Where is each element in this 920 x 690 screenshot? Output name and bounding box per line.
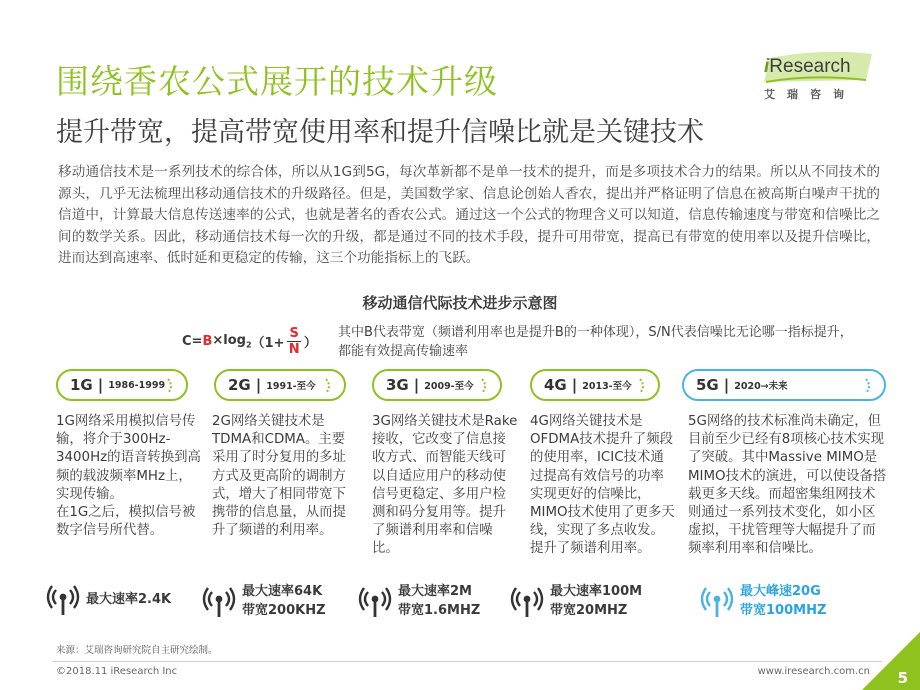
page-subtitle: 提升带宽，提高带宽使用率和提升信噪比就是关键技术: [56, 117, 704, 148]
gen-description-1g: [56, 413, 204, 540]
gen-years: 2009-至今: [424, 381, 474, 392]
website-link[interactable]: www.iresearch.com.cn: [757, 666, 870, 677]
speed-5g: [700, 582, 826, 620]
speed-1g: [46, 582, 171, 616]
diagram-title: 移动通信代际技术进步示意图: [362, 294, 558, 312]
speed-max-rate: 最大速率100M: [550, 584, 643, 599]
formula-s: S: [289, 325, 299, 341]
gen-name: 4G: [544, 376, 567, 394]
footer-divider: [52, 661, 882, 662]
formula-open: （1+: [251, 335, 285, 351]
gen-description-2g: [212, 413, 358, 540]
formula-note: 其中B代表带宽（频谱利用率也是提升B的一种体现），S/N代表信噪比无论哪一指标提升，都能有效提高传输速率: [338, 325, 853, 359]
copyright: ©2018.11 iResearch Inc: [56, 666, 178, 677]
formula-c: C=: [182, 333, 203, 349]
gen-name: 5G: [696, 376, 719, 394]
logo-subtitle: 艾瑞咨询: [764, 88, 856, 101]
signal-wave-icon: [864, 377, 874, 395]
corner-triangle-icon: [862, 632, 920, 690]
intro-paragraph: 移动通信技术是一系列技术的综合体，所以从1G到5G，每次革新都不是单一技术的提升，而是多项技术合力的结果。所以从不同技术的源头，几乎无法梳理出移动通信技术的升级路径。但是，美国数学家、信息论创始人香农，提出并严格证明了信息在被高斯白噪声干扰的信道中，计算最大信息传送速率的公式，也就是著名的香农公式。通过这一个公式的物理含义可以知道，信息传输速度与带宽和信噪比之间的数学关系。因此，移动通信技术每一次的升级，都是通过不同的技术手段，提升可用带宽，提高已有带宽的使用率以及提升信噪比，进而达到高速率、低时延和更稳定的传输，这三个功能指标上的飞跃。: [58, 164, 880, 267]
formula-n: N: [288, 341, 300, 357]
gen-badge-2g: 2G | 1991-至今: [214, 369, 346, 401]
gen-badge-1g: 1G | 1986-1999: [56, 369, 188, 401]
source-note: 来源：艾瑞咨询研究院自主研究绘制。: [56, 645, 218, 656]
description-paragraph: 在1G之后，模拟信号被数字信号所代替。: [56, 505, 196, 539]
speed-max-rate: 最大速率2.4K: [86, 591, 172, 607]
gen-name: 1G: [70, 376, 93, 394]
signal-wave-icon: [324, 377, 334, 395]
antenna-icon: [46, 582, 80, 616]
logo-i: i: [764, 56, 770, 77]
antenna-icon: [510, 584, 544, 618]
speed-bandwidth: 带宽20MHZ: [550, 603, 628, 618]
antenna-icon: [202, 584, 236, 618]
speed-bandwidth: 带宽1.6MHZ: [398, 603, 481, 618]
formula-b: B: [202, 333, 213, 349]
speed-4g: [510, 582, 642, 620]
description-paragraph: 1G网络采用模拟信号传输，将介于300Hz-3400Hz的语音转换到高频的载波频率MHz上，实现传输。: [56, 414, 201, 502]
description-paragraph: 2G网络关键技术是TDMA和CDMA。主要采用了时分复用的多址方式及更高阶的调制方式，增大了相同带宽下携带的信息量，从而提升了频谱的利用率。: [212, 414, 346, 539]
gen-name: 3G: [386, 376, 409, 394]
speed-3g: [358, 582, 480, 620]
gen-years: 2020→未来: [734, 381, 788, 392]
speed-max-rate: 最大速率64K: [242, 584, 323, 599]
antenna-icon: [358, 584, 392, 618]
speed-bandwidth: 带宽200KHZ: [242, 603, 326, 618]
speed-max-rate: 最大速率2M: [398, 584, 472, 599]
description-paragraph: 3G网络关键技术是Rake接收，它改变了信息接收方式、而智能天线可以自适应用户的移动使信号更稳定、多用户检测和码分复用等。提升了频谱利用率和信噪比。: [372, 414, 518, 557]
gen-years: 2013-至今: [582, 381, 632, 392]
antenna-icon: [700, 584, 734, 618]
signal-wave-icon: [166, 377, 176, 395]
signal-wave-icon: [480, 377, 490, 395]
description-paragraph: 5G网络的技术标准尚未确定，但目前至少已经有8项核心技术实现了突破。其中Massive MIMO是MIMO技术的演进，可以使设备搭载更多天线。而超密集组网技术则通过一系列技术变化，如小区虚拟，干扰管理等大幅提升了而频率利用率和信噪比。: [688, 414, 887, 557]
speed-2g: [202, 582, 326, 620]
formula-log: $\times\log_2$: [212, 332, 252, 350]
iresearch-logo: [756, 50, 876, 102]
gen-description-4g: [530, 413, 676, 559]
signal-wave-icon: [638, 377, 648, 395]
description-paragraph: 4G网络关键技术是OFDMA技术提升了频段的使用率，ICIC技术通过提高有效信号的功率实现更好的信噪比，MIMO技术使用了更多天线，实现了多点收发。提升了频谱利用率。: [530, 414, 675, 557]
gen-description-5g: [688, 413, 888, 559]
gen-badge-4g: 4G | 2013-至今: [530, 369, 660, 401]
gen-badge-5g: 5G | 2020→未来: [682, 369, 886, 401]
gen-name: 2G: [228, 376, 251, 394]
page-title: 围绕香农公式展开的技术升级: [56, 62, 498, 101]
gen-years: 1991-至今: [266, 381, 316, 392]
gen-badge-3g: 3G | 2009-至今: [372, 369, 502, 401]
formula-close: ）: [303, 335, 317, 351]
gen-years: 1986-1999: [108, 379, 166, 391]
shannon-formula: [182, 323, 317, 359]
speed-bandwidth: 带宽100MHZ: [740, 603, 827, 618]
gen-description-3g: [372, 413, 518, 559]
speed-max-rate: 最大峰速20G: [740, 584, 821, 599]
logo-research: Research: [769, 56, 851, 77]
page-number: 5: [897, 669, 908, 687]
formula-fraction: [287, 326, 300, 357]
